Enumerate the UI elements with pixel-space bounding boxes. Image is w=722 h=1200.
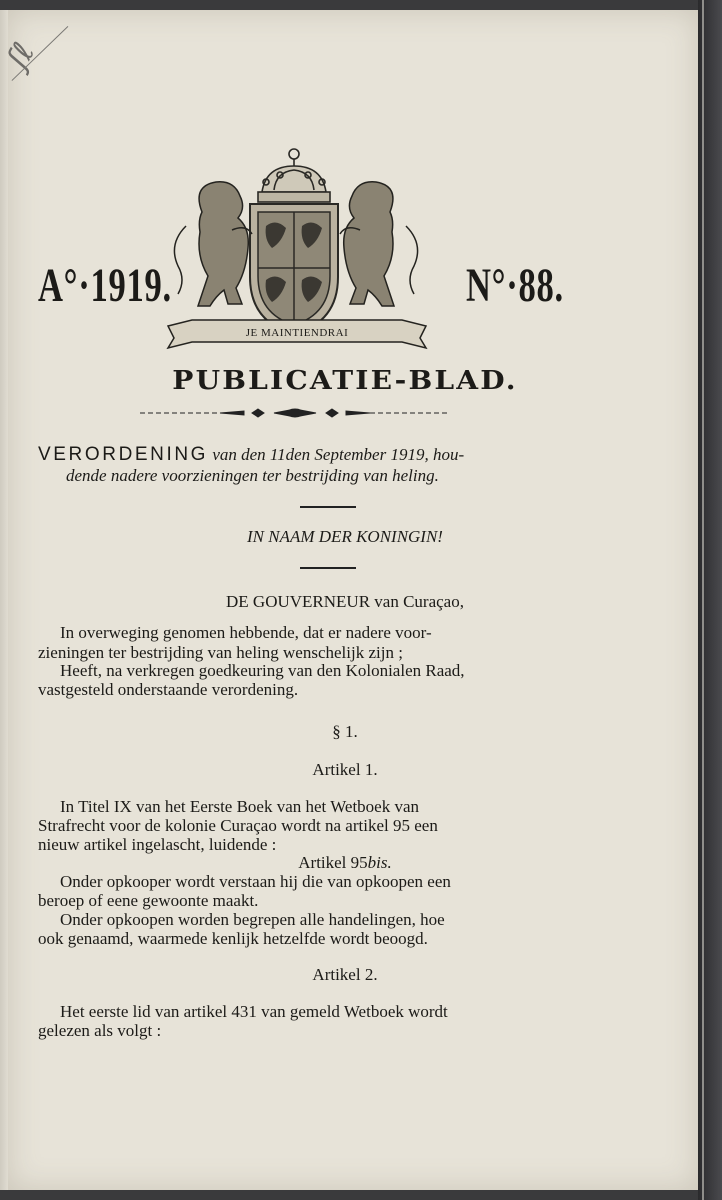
publication-year: A°·1919. (38, 259, 172, 312)
artikel-1-heading: Artikel 1. (312, 760, 378, 779)
governor-line: DE GOUVERNEUR van Curaçao, (226, 592, 464, 611)
artikel-95bis-line: Onder opkooper wordt verstaan hij die van opkoopen een (60, 872, 451, 891)
preamble-line: Heeft, na verkregen goedkeuring van den Kolonialen Raad, (60, 661, 465, 680)
divider-rule (300, 567, 356, 569)
preamble-line: vastgesteld onderstaande verordening. (38, 680, 299, 699)
title-ornament (140, 405, 450, 421)
artikel-2-line: gelezen als volgt : (38, 1021, 162, 1040)
artikel-95bis-line: ook genaamd, waarmede kenlijk hetzelfde wordt beoogd. (38, 929, 428, 948)
artikel-1-line: nieuw artikel ingelascht, luidende : (38, 835, 277, 854)
verordening-date: van den 11den September 1919, (212, 445, 429, 464)
verordening-line-1 (38, 445, 464, 464)
artikel-95bis-line: Onder opkoopen worden begrepen alle handelingen, hoe (60, 910, 445, 929)
verordening-line-2: dende nadere voorzieningen ter bestrijding van heling. (66, 466, 439, 485)
artikel-1-line: In Titel IX van het Eerste Boek van het Wetboek van (60, 797, 420, 816)
section-number: § 1. (332, 722, 358, 741)
artikel-1-line: Strafrecht voor de kolonie Curaçao wordt na artikel 95 een (38, 816, 438, 835)
artikel-2-line: Het eerste lid van artikel 431 van gemeld Wetboek wordt (60, 1002, 448, 1021)
artikel-95bis-heading: Artikel 95bis. (298, 853, 392, 872)
coat-of-arms-icon (162, 142, 432, 352)
artikel-2-heading: Artikel 2. (312, 965, 378, 984)
artikel-95bis-line: beroep of eene gewoonte maakt. (38, 891, 259, 910)
verordening-line-1-tail: hou- (432, 445, 465, 464)
book-binding-edge (698, 0, 722, 1200)
preamble-line: In overweging genomen hebbende, dat er nadere voor- (60, 623, 432, 642)
divider-rule (300, 506, 356, 508)
pencil-annotation: ʃℓ (0, 37, 43, 74)
document-title: PUBLICATIE-BLAD. (172, 366, 518, 396)
publication-number: N°·88. (466, 259, 564, 312)
crest-motto: JE MAINTIENDRAI (245, 327, 349, 339)
verordening-label: VERORDENING (38, 444, 209, 465)
preamble-line: zieningen ter bestrijding van heling wenschelijk zijn ; (38, 643, 403, 662)
invocation: IN NAAM DER KONINGIN! (247, 527, 443, 546)
